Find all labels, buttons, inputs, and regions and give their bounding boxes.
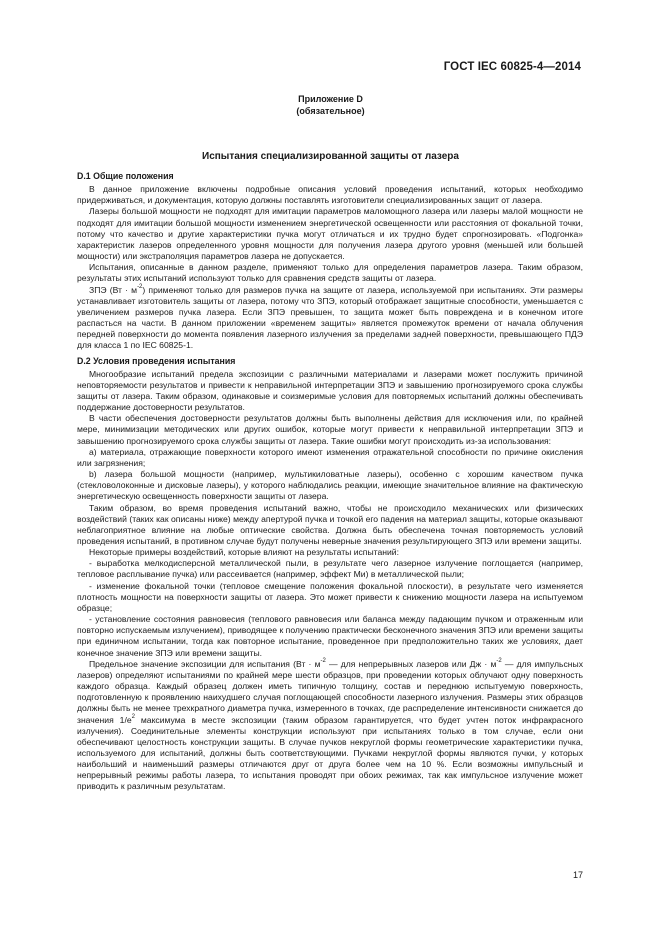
list-item: а) материала, отражающие поверхности которого имеют изменения отражательной способности по причине окисления или загрязнения; — [77, 446, 583, 468]
superscript: -2 — [496, 657, 502, 664]
list-item: b) лазера большой мощности (например, мультикиловатные лазеры), особенно с хорошим качеством пучка (стекловолоконные и дисковые лазеры), у которого наблюдались реакции, имеющие значительное влияние на фактическую энергетическую освещенность поверхности защиты от лазера. — [77, 469, 583, 502]
superscript: -2 — [137, 283, 143, 290]
paragraph: Таким образом, во время проведения испытаний важно, чтобы не происходило механических или физических воздействий (таких как описаны ниже) между апертурой пучка и точкой его падения на материал защиты, которые оказывают неблагоприятное влияние на любые оптические свойства. Должна быть обеспечена точная повторяемость условий проведения испытаний, в противном случае будут получены неверные значения результирующего ЗПЭ или времени защиты. — [77, 502, 583, 546]
text-fragment: ЗПЭ (Вт · м — [89, 284, 138, 295]
section-title: Испытания специализированной защиты от лазера — [202, 151, 459, 162]
superscript: 2 — [131, 713, 135, 720]
paragraph: Многообразие испытаний предела экспозиции с различными материалами и лазерами может послужить причиной неповторяемости результатов и привести к неправильной интерпретации ЗПЭ и завышению прогнозируемого срока службы защиты от лазера. Таким образом, одинаковые и соизмеримые условия для повторяемых испытаний должны обеспечивать поддержание достоверности результатов. — [77, 368, 583, 413]
appendix-title-block — [0, 94, 661, 117]
text-fragment: Предельное значение экспозиции для испытания (Вт · м — [89, 658, 321, 669]
appendix-status: (обязательное) — [296, 105, 365, 116]
list-item: - выработка мелкодисперсной металлической пыли, в результате чего лазерное излучение поглощается (например, тепловое расплывание пучка) или рассеивается (например, эффект Ми) в металлической пыли; — [77, 558, 583, 580]
paragraph: Испытания, описанные в данном разделе, применяют только для определения параметров лазера. Таким образом, результаты этих испытаний используют только для сравнения средств защиты от лазера. — [77, 262, 583, 284]
text-fragment: — для импульсных лазеров) определяют испытаниями по крайней мере шести образцов, при проведении которых облучают одну поверхность каждого образца. Каждый образец должен иметь типичную толщину, состав и переднюю испытуемую поверхность, подготовленную к проявлению наихудшего случая поглощающей способности лазерного излучения. Размеры этих образцов должны быть не менее трехкратного диаметра пучка, измеренного в точках, где распределение интенсивности снижается до значения 1/e — [77, 658, 583, 725]
paragraph: Лазеры большой мощности не подходят для имитации параметров маломощного лазера или лазеры малой мощности не подходят для имитации большой мощности изменением энергетической освещенности или расстояния от фокальной точки, потому что качество и другие характеристики пучка могут отличаться и их трудно будет спрогнозировать. «Подгонка» характеристик лазеров определенного уровня мощности для получения лазера другого уровня (меньшей или большей мощности) или экстраполяция параметров лазера не допускается. — [77, 206, 583, 262]
text-fragment: ) применяют только для размеров пучка на защите от лазера, используемой при испытаниях. Эти размеры устанавливает изготовитель защиты от лазера, потому что ЗПЭ, который отображает защитные способности, уменьшается с увеличением размеров пучка лазера. Если ЗПЭ превышен, то защита может быть повреждена и в конечном итоге распасться на части. В данном приложении «временем защиты» является промежуток времени от начала облучения передней поверхности до момента появления лазерного излучения за пределами задней поверхности, превышающего ПДЭ для класса 1 по IEC 60825-1. — [77, 284, 583, 351]
document-body — [77, 171, 583, 793]
appendix-title: Приложение D — [298, 94, 363, 104]
text-fragment: — для непрерывных лазеров или Дж · м — [325, 658, 497, 669]
paragraph: В данное приложение включены подробные описания условий проведения испытаний, которых необходимо придерживаться, и документация, которую должны поставлять изготовители специализированных защит от лазера. — [77, 184, 583, 206]
paragraph: Некоторые примеры воздействий, которые влияют на результаты испытаний: — [89, 547, 399, 558]
list-item: - установление состояния равновесия (теплового равновесия или баланса между падающим пучком и отраженным или повторно испускаемым излучением), приводящее к получению практически бесконечного значения ЗПЭ или времени защиты при единичном испытании, тогда как повторное испытание, проведенное при предположительно таких же условиях, дает конечное значение ЗПЭ или времени защиты. — [77, 614, 583, 658]
text-fragment: максимума в месте экспозиции (таким образом гарантируется, что будет учтен поток инфракрасного излучения). Соединительные элементы конструкции используют при испытаниях только в том случае, если они обеспечивают целостность конструкции защиты. В случае пучков некруглой формы геометрические характеристики пучка, используемого для испытаний, должны быть соответствующими. Пучками некруглой формы являются пучки, у которых наибольший и наименьший размеры отличаются друг от друга более чем на 10 %. Если возможны импульсный и непрерывный режимы работы лазера, то испытания проводят при обоих режимах, так как импульсное излучение может приводить к различным результатам. — [77, 714, 583, 792]
paragraph — [77, 659, 583, 793]
section-d1-heading: D.1 Общие положения — [77, 171, 174, 181]
superscript: -2 — [320, 657, 326, 664]
page-number: 17 — [572, 870, 583, 880]
list-item: - изменение фокальной точки (тепловое смещение положения фокальной плоскости), в результате чего изменяется плотность мощности на поверхности защиты от лазера. Это может привести к снижению мощности лазера на испытуемом образце; — [77, 580, 583, 613]
standard-header: ГОСТ IEC 60825-4—2014 — [443, 61, 581, 73]
paragraph — [77, 285, 583, 352]
section-d2-heading: D.2 Условия проведения испытания — [77, 355, 236, 366]
paragraph: В части обеспечения достоверности результатов должны быть выполнены действия для исключения или, по крайней мере, минимизации методических или других ошибок, которые могут привести к неправильной интерпретации ЗПЭ и завышению прогнозируемого срока службы защиты от лазера. Такие ошибки могут происходить из-за использования: — [77, 413, 583, 446]
